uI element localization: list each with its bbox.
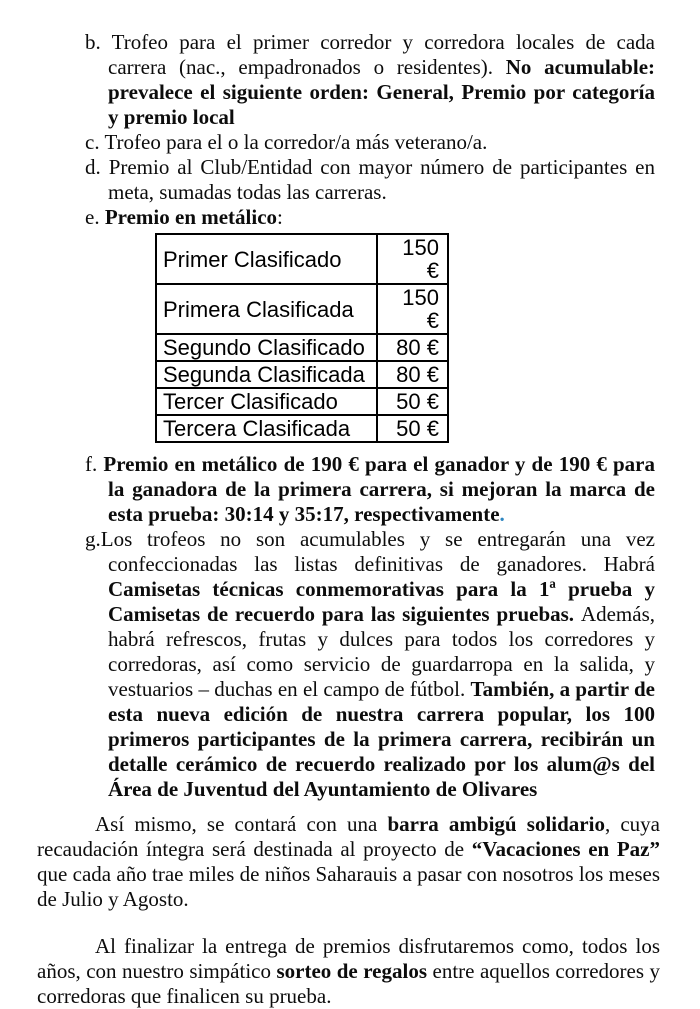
item-text: Trofeo para el primer corredor y corredora locales de cada carrera (nac., empadronados o residentes). bbox=[108, 30, 656, 79]
position-cell: Tercer Clasificado bbox=[156, 388, 377, 415]
paragraph-text-bold: sorteo de regalos bbox=[276, 959, 428, 983]
paragraph-text: entre aquellos corredores y corredoras que finalicen su prueba. bbox=[37, 959, 661, 1008]
prize-cell: 80 € bbox=[377, 361, 448, 388]
item-text-bold: Premio en metálico bbox=[104, 205, 278, 229]
list-item-f bbox=[85, 452, 656, 527]
paragraph-text: que cada año trae miles de niños Saharauis a pasar con nosotros los meses de Julio y Agosto. bbox=[37, 862, 660, 911]
table-row bbox=[156, 334, 448, 361]
list-item-b bbox=[85, 30, 656, 130]
item-marker: e. bbox=[85, 205, 105, 229]
paragraph-text: Al finalizar la entrega de premios disfrutaremos como, todos los años, con nuestro simpático bbox=[37, 934, 660, 983]
table-row bbox=[156, 284, 448, 334]
paragraph-text: , cuya recaudación íntegra será destinada al proyecto de bbox=[37, 812, 660, 861]
item-text-bold: Camisetas técnicas conmemorativas para la 1ª prueba y Camisetas de recuerdo para las siguientes pruebas. bbox=[108, 577, 655, 626]
list-item-e bbox=[85, 205, 655, 230]
prize-cell: 80 € bbox=[377, 334, 448, 361]
paragraph-text-bold: “Vacaciones en Paz” bbox=[471, 837, 660, 861]
prize-cell: 150 € bbox=[377, 234, 448, 284]
table-row bbox=[156, 234, 448, 284]
solidarity-paragraph bbox=[37, 812, 660, 912]
item-text: Además, habrá refrescos, frutas y dulces para todos los corredores y corredoras, así como servicio de guardarropa en la salida, y vestuarios – duchas en el campo de fútbol. bbox=[108, 602, 655, 701]
table-row bbox=[156, 361, 448, 388]
item-text-bold: También, a partir de esta nueva edición de nuestra carrera popular, los 100 primeros participantes de la primera carrera, recibirán un detalle cerámico de recuerdo realizado por los alum@s del Área de Juventud del Ayuntamiento de Olivares bbox=[108, 677, 655, 801]
position-cell: Primer Clasificado bbox=[156, 234, 377, 284]
prize-table bbox=[155, 233, 449, 443]
item-text-bold: No acumulable: prevalece el siguiente orden: General, Premio por categoría y premio local bbox=[108, 55, 656, 129]
position-cell: Tercera Clasificada bbox=[156, 415, 377, 442]
prize-cell: 50 € bbox=[377, 388, 448, 415]
item-text: Los trofeos no son acumulables y se entregarán una vez confeccionadas las listas definitivas de ganadores. Habrá bbox=[100, 527, 655, 576]
accent-period: . bbox=[499, 502, 505, 526]
paragraph-text-bold: barra ambigú solidario bbox=[387, 812, 605, 836]
table-row bbox=[156, 415, 448, 442]
prize-cell: 150 € bbox=[377, 284, 448, 334]
position-cell: Primera Clasificada bbox=[156, 284, 377, 334]
item-marker: d. bbox=[85, 155, 109, 179]
list-item-c bbox=[85, 130, 655, 155]
list-item-g bbox=[85, 527, 655, 802]
item-marker: c. bbox=[85, 130, 105, 154]
item-text: Trofeo para el o la corredor/a más veterano/a. bbox=[104, 130, 488, 154]
item-text: : bbox=[277, 205, 283, 229]
position-cell: Segunda Clasificada bbox=[156, 361, 377, 388]
item-marker: g. bbox=[85, 527, 101, 551]
prize-cell: 50 € bbox=[377, 415, 448, 442]
item-marker: b. bbox=[85, 30, 112, 54]
position-cell: Segundo Clasificado bbox=[156, 334, 377, 361]
closing-paragraphs bbox=[37, 812, 660, 1009]
item-text-bold: Premio en metálico de 190 € para el ganador y de 190 € para la ganadora de la primera carrera, si mejoran la marca de esta prueba: 30:14 y 35:17, respectivamente bbox=[103, 452, 656, 526]
item-marker: f. bbox=[85, 452, 104, 476]
list-item-d bbox=[85, 155, 656, 205]
prize-conditions-list bbox=[85, 30, 656, 802]
item-text: Premio al Club/Entidad con mayor número de participantes en meta, sumadas todas las carreras. bbox=[108, 155, 656, 204]
paragraph-text: Así mismo, se contará con una bbox=[95, 812, 388, 836]
table-row bbox=[156, 388, 448, 415]
raffle-paragraph bbox=[37, 934, 660, 1009]
